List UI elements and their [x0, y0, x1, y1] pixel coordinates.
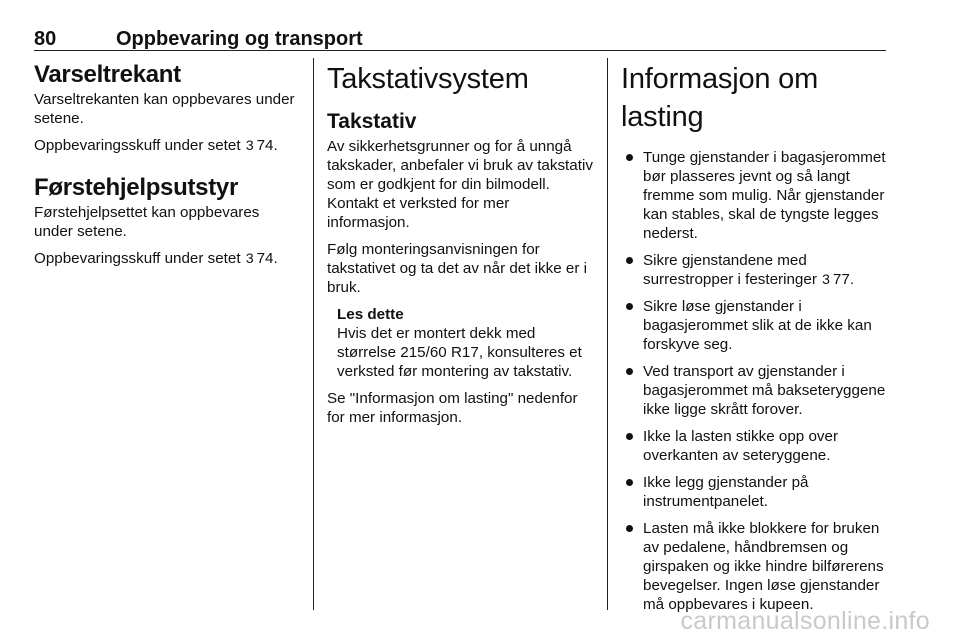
section-title-lasting: Informasjon om lasting — [621, 63, 819, 133]
bullet-icon — [626, 479, 633, 486]
watermark: carmanualsonline.info — [680, 607, 930, 635]
note-title: Les dette — [337, 306, 404, 323]
list-item-text: Lasten må ikke blokkere for bruken av pedalene, håndbremsen og girspaken og ikke hindre bilførerens bevegelser. Ingen løse gjenstander må oppbevares i kupeen. — [643, 520, 884, 613]
bullet-list — [621, 148, 887, 614]
paragraph: Av sikkerhetsgrunner og for å unngå takskader, anbefaler vi bruk av takstativ som er godkjent for din bilmodell. Kontakt et verksted for mer informasjon. — [327, 138, 593, 231]
list-item — [621, 297, 887, 354]
section-title-forstehjelp: Førstehjelpsutstyr — [34, 174, 238, 201]
column-divider — [607, 58, 608, 610]
note-body: Hvis det er montert dekk med størrelse 215/60 R17, konsulteres et verksted før montering av takstativ. — [337, 325, 582, 380]
page-reference-link[interactable]: 77. — [832, 271, 855, 288]
list-item — [621, 362, 887, 419]
bullet-icon — [626, 257, 633, 264]
bullet-icon — [626, 303, 633, 310]
subsection-title-takstativ: Takstativ — [327, 110, 417, 133]
paragraph-text: Oppbevaringsskuff under setet — [34, 250, 241, 267]
column-left — [34, 60, 300, 276]
bullet-icon — [626, 154, 633, 161]
page-reference-icon: 3 — [822, 271, 830, 287]
list-item — [621, 427, 887, 465]
running-title: Oppbevaring og transport — [116, 28, 363, 50]
page-reference-icon: 3 — [245, 137, 254, 153]
paragraph: Følg monteringsanvisningen for takstativet og ta det av når det ikke er i bruk. — [327, 241, 588, 296]
cross-reference-paragraph — [34, 136, 300, 155]
page-header — [34, 22, 886, 52]
column-right — [621, 60, 887, 622]
section-title-varseltrekant: Varseltrekant — [34, 61, 181, 88]
section-title-takstativsystem: Takstativsystem — [327, 63, 529, 95]
paragraph-text: Oppbevaringsskuff under setet — [34, 137, 241, 154]
list-item — [621, 251, 887, 289]
list-item — [621, 519, 887, 614]
bullet-icon — [626, 433, 633, 440]
list-item-text: Sikre løse gjenstander i bagasjerommet slik at de ikke kan forskyve seg. — [643, 298, 872, 353]
column-middle — [327, 60, 595, 435]
bullet-icon — [626, 525, 633, 532]
paragraph: Se "Informasjon om lasting" nedenfor for mer informasjon. — [327, 390, 578, 426]
bullet-icon — [626, 368, 633, 375]
paragraph: Varseltrekanten kan oppbevares under setene. — [34, 91, 295, 127]
column-divider — [313, 58, 314, 610]
page-reference-link[interactable]: 74. — [256, 137, 278, 154]
list-item-text: Tunge gjenstander i bagasjerommet bør plasseres jevnt og så langt fremme som mulig. Når gjenstander kan stables, skal de tyngste legges nederst. — [643, 149, 886, 242]
list-item-text: Ved transport av gjenstander i bagasjerommet må bakseteryggene ikke ligge skrått forover. — [643, 363, 886, 418]
list-item-text: Ikke la lasten stikke opp over overkanten av seteryggene. — [643, 428, 839, 464]
list-item-text: Ikke legg gjenstander på instrumentpanelet. — [643, 474, 809, 510]
cross-reference-paragraph — [34, 249, 300, 268]
page-reference-link[interactable]: 74. — [256, 250, 278, 267]
header-rule — [34, 50, 886, 51]
list-item — [621, 148, 887, 243]
page-number: 80 — [34, 28, 57, 50]
note-box — [337, 305, 595, 381]
page-reference-icon: 3 — [245, 250, 254, 266]
list-item — [621, 473, 887, 511]
paragraph: Førstehjelpsettet kan oppbevares under setene. — [34, 204, 260, 240]
list-item-text: Sikre gjenstandene med surrestropper i festeringer — [643, 252, 817, 288]
